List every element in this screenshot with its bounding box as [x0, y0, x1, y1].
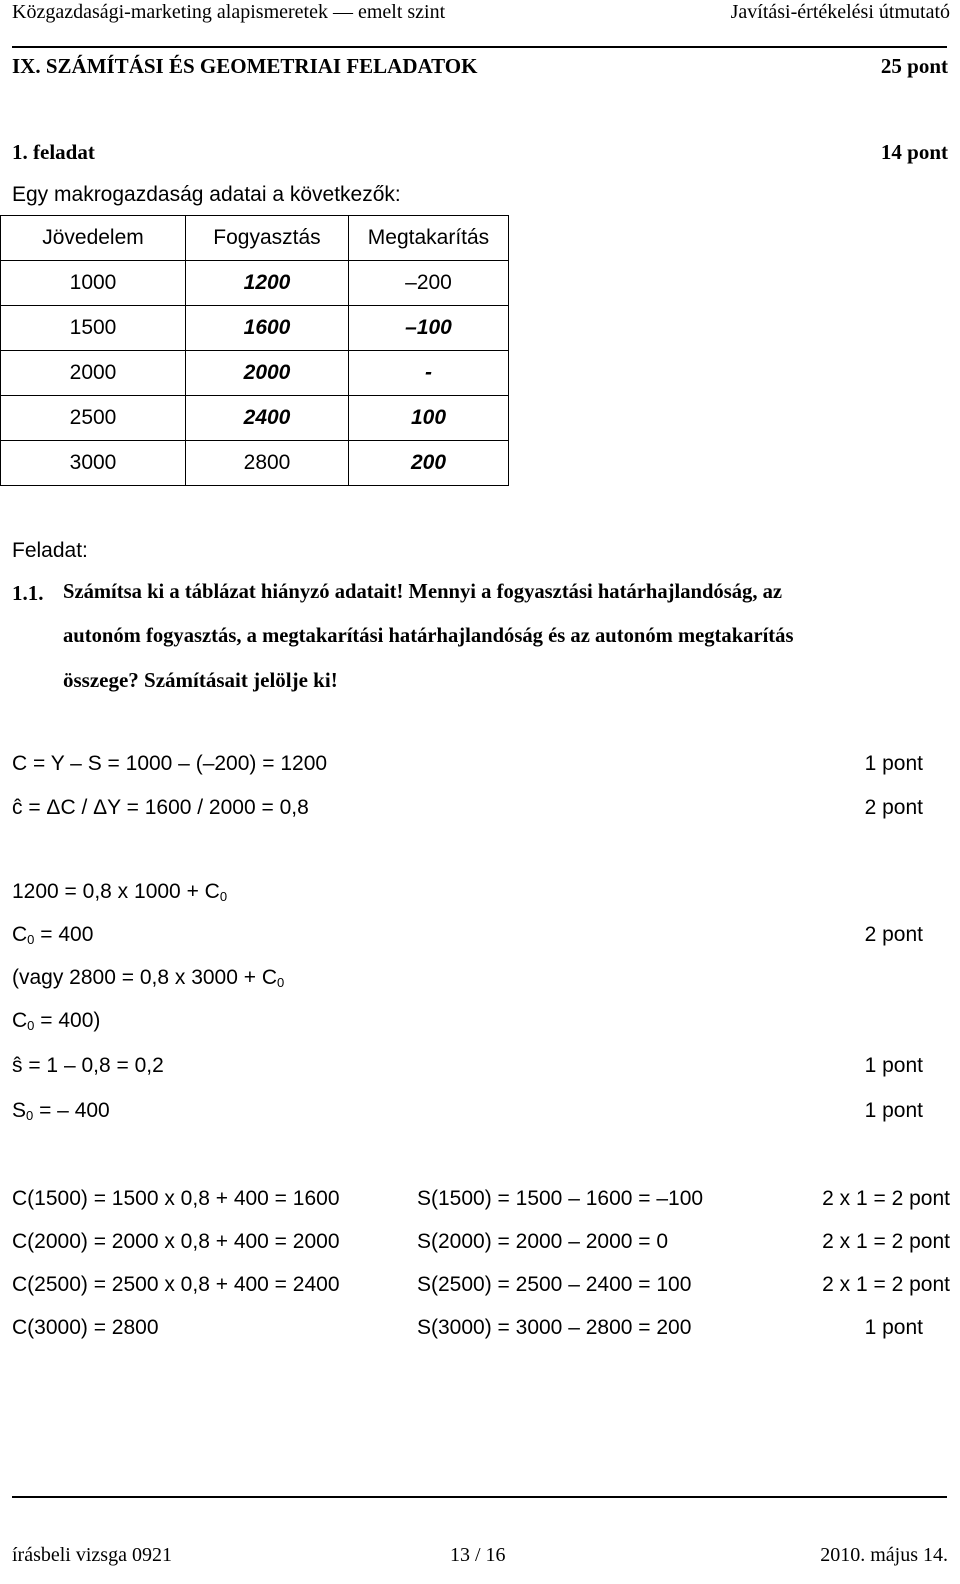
table-cell: 200: [349, 441, 509, 486]
table-cell: 1500: [1, 306, 186, 351]
solution-points: 1 pont: [864, 752, 923, 775]
formula-main: C: [12, 923, 28, 946]
table-cell: 2000: [1, 351, 186, 396]
data-table: [0, 215, 509, 486]
question-line-1: Számítsa ki a táblázat hiányzó adatait! Mennyi a fogyasztási határhajlandóság, az: [63, 581, 783, 603]
solution-line: [12, 880, 227, 904]
section-title: IX. SZÁMÍTÁSI ÉS GEOMETRIAI FELADATOK: [12, 54, 478, 78]
solution-line: [12, 923, 93, 947]
table-cell: -: [349, 351, 509, 396]
footer-left: írásbeli vizsga 0921: [12, 1544, 172, 1566]
solution-points: 1 pont: [864, 1054, 923, 1077]
solution-points: 2 pont: [864, 796, 923, 819]
table-cell: 100: [349, 396, 509, 441]
task-points: 14 pont: [880, 140, 948, 164]
solution-line: [12, 1009, 100, 1033]
task-intro: Egy makrogazdaság adatai a következők:: [12, 183, 401, 206]
table-cell: 2400: [186, 396, 349, 441]
table-cell: –200: [349, 261, 509, 306]
formula-subscript: 0: [26, 1108, 34, 1123]
page-header-left: Közgazdasági-marketing alapismeretek — emelt szint: [12, 1, 446, 23]
table-cell: –100: [349, 306, 509, 351]
formula-main: = 400: [34, 923, 94, 946]
header-rule: [12, 46, 947, 48]
solution-line: [12, 966, 284, 990]
question-number: 1.1.: [12, 581, 44, 605]
solution-points: 1 pont: [864, 1316, 923, 1339]
formula-main: 1200 = 0,8 x 1000 + C: [12, 880, 220, 903]
formula-subscript: 0: [219, 889, 228, 904]
solution-points: 2 x 1 = 2 pont: [822, 1273, 950, 1296]
saving-calc: S(2000) = 2000 – 2000 = 0: [417, 1230, 669, 1253]
footer-rule: [12, 1496, 947, 1498]
table-row: [1, 306, 509, 351]
solution-points: 2 x 1 = 2 pont: [822, 1187, 950, 1210]
consumption-calc: C(1500) = 1500 x 0,8 + 400 = 1600: [12, 1187, 340, 1210]
formula-main: (vagy 2800 = 0,8 x 3000 + C: [12, 966, 278, 989]
formula-main: C: [12, 1009, 28, 1032]
table-row: [1, 441, 509, 486]
table-header-row: [1, 216, 509, 261]
table-cell: 1600: [186, 306, 349, 351]
table-row: [1, 351, 509, 396]
table-cell: 2000: [186, 351, 349, 396]
table-row: [1, 396, 509, 441]
table-row: [1, 261, 509, 306]
table-header-cell: Jövedelem: [1, 216, 186, 261]
table-cell: 2500: [1, 396, 186, 441]
formula-subscript: 0: [277, 975, 285, 990]
solution-points: 2 pont: [864, 923, 923, 946]
consumption-calc: C(3000) = 2800: [12, 1316, 159, 1339]
formula-main: = 400): [34, 1009, 101, 1032]
table-cell: 1200: [186, 261, 349, 306]
question-line-2: autonóm fogyasztás, a megtakarítási határhajlandóság és az autonóm megtakarítás: [63, 625, 794, 647]
feladat-label: Feladat:: [12, 539, 88, 562]
formula-main: S: [12, 1099, 27, 1122]
solution-line: ŝ = 1 – 0,8 = 0,2: [12, 1054, 164, 1077]
table-cell: 1000: [1, 261, 186, 306]
formula-subscript: 0: [27, 1018, 35, 1033]
saving-calc: S(3000) = 3000 – 2800 = 200: [417, 1316, 692, 1339]
task-title: 1. feladat: [12, 140, 95, 164]
saving-calc: S(2500) = 2500 – 2400 = 100: [417, 1273, 692, 1296]
solution-line: [12, 1099, 110, 1123]
footer-page-number: 13 / 16: [450, 1544, 506, 1566]
table-header-cell: Fogyasztás: [186, 216, 349, 261]
consumption-calc: C(2500) = 2500 x 0,8 + 400 = 2400: [12, 1273, 340, 1296]
solution-line: C = Y – S = 1000 – (–200) = 1200: [12, 752, 328, 775]
section-points: 25 pont: [880, 54, 948, 78]
question-line-3: összege? Számításait jelölje ki!: [63, 668, 338, 692]
solution-line: ĉ = ΔC / ΔY = 1600 / 2000 = 0,8: [12, 796, 309, 819]
formula-subscript: 0: [27, 932, 35, 947]
saving-calc: S(1500) = 1500 – 1600 = –100: [417, 1187, 704, 1210]
formula-main: = – 400: [33, 1099, 110, 1122]
solution-points: 2 x 1 = 2 pont: [822, 1230, 950, 1253]
page-header-right: Javítási-értékelési útmutató: [730, 1, 950, 23]
table-header-cell: Megtakarítás: [349, 216, 509, 261]
table-cell: 3000: [1, 441, 186, 486]
solution-points: 1 pont: [864, 1099, 923, 1122]
table-cell: 2800: [186, 441, 349, 486]
footer-date: 2010. május 14.: [820, 1544, 948, 1566]
consumption-calc: C(2000) = 2000 x 0,8 + 400 = 2000: [12, 1230, 340, 1253]
